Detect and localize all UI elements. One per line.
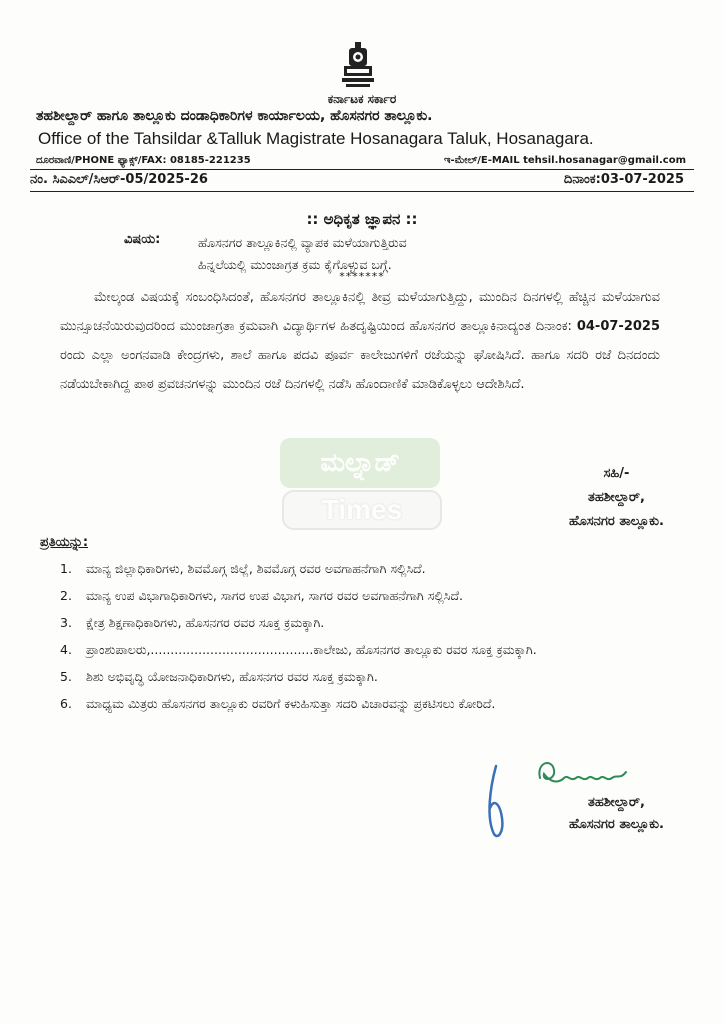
signoff-block-final <box>569 792 664 836</box>
list-item: 1. ಮಾನ್ಯ ಜಿಲ್ಲಾಧಿಕಾರಿಗಳು, ಶಿವಮೊಗ್ಗ ಜಿಲ್ಲೆ, ಶಿವಮೊಗ್ಗ ರವರ ಅವಗಾಹನೆಗಾಗಿ ಸಲ್ಲಿಸಿದೆ. <box>60 561 426 576</box>
subject-label: ವಿಷಯ: <box>124 232 161 247</box>
subject-line-2: ಹಿನ್ನಲೆಯಲ್ಲಿ ಮುಂಜಾಗ್ರತ ಕ್ರಮ ಕೈಗೊಳ್ಳುವ ಬಗ್ಗೆ. <box>198 257 392 272</box>
list-item: 3. ಕ್ಷೇತ್ರ ಶಿಕ್ಷಣಾಧಿಕಾರಿಗಳು, ಹೊಸನಗರ ರವರ ಸೂಕ್ತ ಕ್ರಮಕ್ಕಾಗಿ. <box>60 615 325 630</box>
signoff-place: ಹೊಸನಗರ ತಾಲ್ಲೂಕು. <box>568 514 664 529</box>
copies-list <box>40 558 680 720</box>
email-address: ಇ-ಮೇಲ್/E-MAIL tehsil.hosanagar@gmail.com <box>444 155 686 166</box>
watermark-top-text: ಮಲ್ನಾಡ್ <box>280 438 440 488</box>
notice-body <box>60 283 660 399</box>
reference-number: ನಂ. ಸಿಎಎಲ್/ಸಿಆರ್-05/2025-26 <box>30 172 208 187</box>
notice-heading: :: ಅಧಿಕೃತ ಜ್ಞಾಪನ :: <box>306 210 418 228</box>
phone-fax: ದೂರವಾಣಿ/PHONE ಫ್ಯಾಕ್ಸ್/FAX: 08185-221235 <box>36 155 251 166</box>
signoff-designation: ತಹಶೀಲ್ದಾರ್, <box>587 490 645 505</box>
state-emblem-icon <box>338 40 378 90</box>
signoff-place-final: ಹೊಸನಗರ ತಾಲ್ಲೂಕು. <box>568 817 664 832</box>
signoff-block <box>569 462 664 534</box>
office-name-kannada: ತಹಶೀಲ್ದಾರ್ ಹಾಗೂ ತಾಲ್ಲೂಕು ದಂಡಾಧಿಕಾರಿಗಳ ಕಾರ್ಯಾಲಯ, ಹೊಸನಗರ ತಾಲ್ಲೂಕು. <box>36 108 433 124</box>
watermark-bottom-text: Times <box>282 490 442 530</box>
separator-stars: ******* <box>339 270 385 283</box>
office-name-english: Office of the Tahsildar &Talluk Magistrate Hosanagara Taluk, Hosanagara. <box>38 129 594 148</box>
subject-line-1: ಹೊಸನಗರ ತಾಲ್ಲೂಕಿನಲ್ಲಿ ವ್ಯಾಪಕ ಮಳೆಯಾಗುತ್ತಿರುವ <box>198 235 407 250</box>
list-item: 6. ಮಾಧ್ಯಮ ಮಿತ್ರರು ಹೊಸನಗರ ತಾಲ್ಲೂಕು ರವರಿಗೆ ಕಳುಹಿಸುತ್ತಾ ಸದರಿ ವಿಚಾರವನ್ನು ಪ್ರಕಟಿಸಲು ಕೋರಿದೆ. <box>60 696 496 711</box>
copies-title: ಪ್ರತಿಯನ್ನು: <box>40 535 89 550</box>
body-part-2: ರಂದು ಎಲ್ಲಾ ಅಂಗನವಾಡಿ ಕೇಂದ್ರಗಳು, ಶಾಲೆ ಹಾಗೂ ಪದವಿ ಪೂರ್ವ ಕಾಲೇಜುಗಳಿಗೆ ರಜೆಯನ್ನು ಘೋಷಿಸಿದೆ. ಹಾಗೂ ಸದರಿ ರಜೆ ದಿನದಂದು ನಡೆಯಬೇಕಾಗಿದ್ದ ಪಾಠ ಪ್ರವಚನಗಳನ್ನು ಮುಂದಿನ ರಜೆ ದಿನಗಳಲ್ಲಿ ನಡೆಸಿ ಹೊಂದಾಣಿಕೆ ಮಾಡಿಕೊಳ್ಳಲು ಆದೇಶಿಸಿದೆ. <box>60 348 660 392</box>
signed-mark: ಸಹಿ/- <box>603 466 630 481</box>
body-part-1: ಮೇಲ್ಕಂಡ ವಿಷಯಕ್ಕೆ ಸಂಬಂಧಿಸಿದಂತೆ, ಹೊಸನಗರ ತಾಲ್ಲೂಕಿನಲ್ಲಿ ತೀವ್ರ ಮಳೆಯಾಗುತ್ತಿದ್ದು, ಮುಂದಿನ ದಿನಗಳಲ್ಲಿ ಹೆಚ್ಚಿನ ಮಳೆಯಾಗುವ ಮುನ್ಸೂಚನೆಯಿರುವುದರಿಂದ ಮುಂಜಾಗ್ರತಾ ಕ್ರಮವಾಗಿ ವಿದ್ಯಾರ್ಥಿಗಳ ಹಿತದೃಷ್ಟಿಯಿಂದ ಹೊಸನಗರ ತಾಲ್ಲೂಕಿನಾದ್ಯಂತ ದಿನಾಂಕ: <box>60 290 660 334</box>
header-rule-bottom <box>30 191 694 192</box>
list-item: 4. ಪ್ರಾಂಶುಪಾಲರು,.........................................ಕಾಲೇಜು, ಹೊಸನಗರ ತಾಲ್ಲೂಕು ರವರ ಸೂಕ್ತ ಕ್ರಮಕ್ಕಾಗಿ. <box>60 642 537 657</box>
list-item: 2. ಮಾನ್ಯ ಉಪ ವಿಭಾಗಾಧಿಕಾರಿಗಳು, ಸಾಗರ ಉಪ ವಿಭಾಗ, ಸಾಗರ ರವರ ಅವಗಾಹನೆಗಾಗಿ ಸಲ್ಲಿಸಿದೆ. <box>60 588 463 603</box>
watermark-logo <box>280 438 440 538</box>
list-item: 5. ಶಿಶು ಅಭಿವೃದ್ಧಿ ಯೋಜನಾಧಿಕಾರಿಗಳು, ಹೊಸನಗರ ರವರ ಸೂಕ್ತ ಕ್ರಮಕ್ಕಾಗಿ. <box>60 669 378 684</box>
header-rule-top <box>30 169 694 170</box>
document-date: ದಿನಾಂಕ:03-07-2025 <box>563 172 684 187</box>
government-name: ಕರ್ನಾಟಕ ಸರ್ಕಾರ <box>327 92 397 106</box>
holiday-date: 04-07-2025 <box>576 319 660 334</box>
signoff-designation-final: ತಹಶೀಲ್ದಾರ್, <box>587 795 645 810</box>
